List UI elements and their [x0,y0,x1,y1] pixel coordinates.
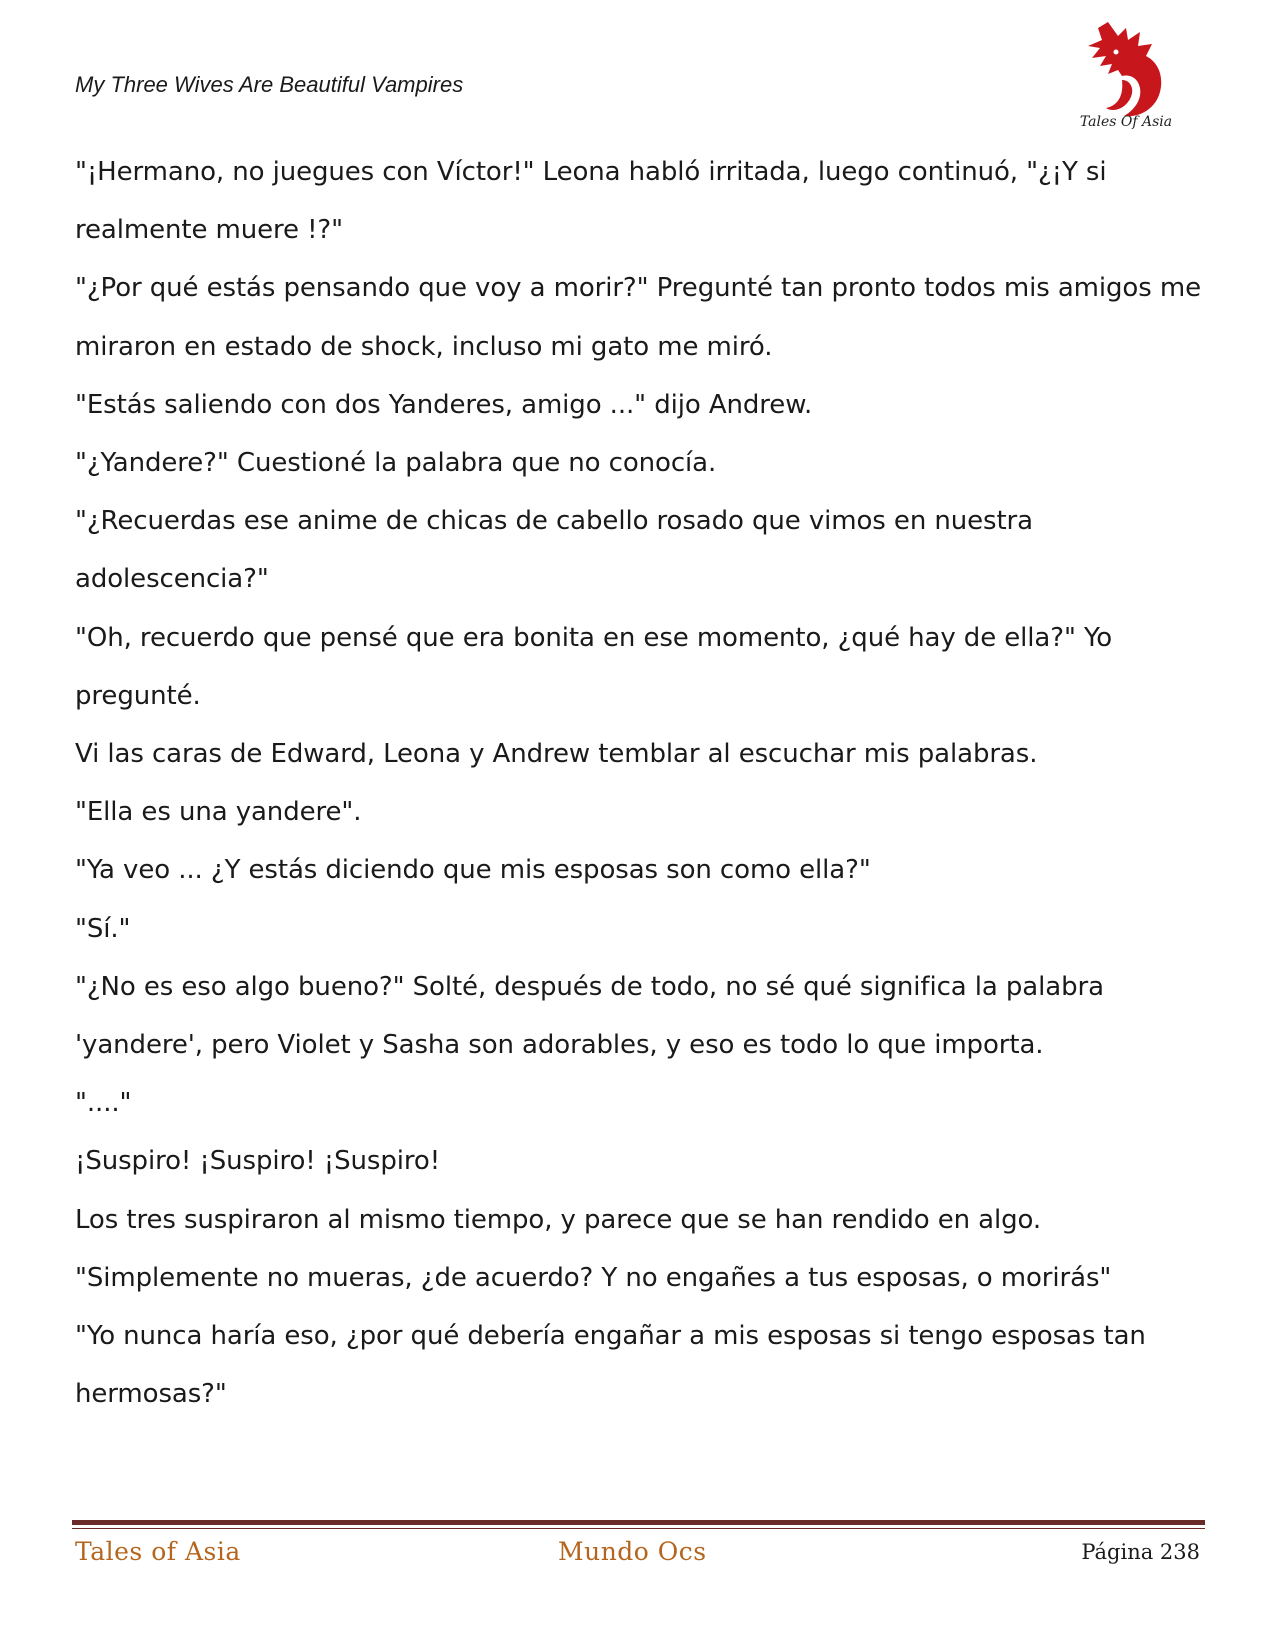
paragraph: "¿Por qué estás pensando que voy a morir?" Pregunté tan pronto todos mis amigos me miraron en estado de shock, incluso mi gato me miró. [75,273,1201,362]
paragraph: "¿No es eso algo bueno?" Solté, después de todo, no sé qué significa la palabra 'yandere', pero Violet y Sasha son adorables, y eso es todo lo que importa. [75,971,1104,1061]
footer-divider-thin [72,1528,1205,1529]
paragraph: Vi las caras de Edward, Leona y Andrew temblar al escuchar mis palabras. [75,739,1038,770]
paragraph: "Oh, recuerdo que pensé que era bonita en ese momento, ¿qué hay de ella?" Yo pregunté. [75,622,1113,711]
paragraph: "...." [75,1088,132,1119]
paragraph: "Yo nunca haría eso, ¿por qué debería engañar a mis esposas si tengo esposas tan hermosas?" [75,1321,1146,1410]
paragraph: "Sí." [75,913,131,944]
footer-translator: Mundo Ocs [558,1537,707,1566]
logo-text: Tales Of Asia [1079,114,1173,130]
paragraph: "Estás saliendo con dos Yanderes, amigo ..." dijo Andrew. [75,389,813,420]
footer-divider [72,1520,1205,1525]
book-title: My Three Wives Are Beautiful Vampires [75,72,464,97]
paragraph: ¡Suspiro! ¡Suspiro! ¡Suspiro! [75,1146,441,1177]
paragraph: "¡Hermano, no juegues con Víctor!" Leona habló irritada, luego continuó, "¿¡Y si realmente muere !?" [75,157,1107,246]
paragraph: "Ella es una yandere". [75,797,362,828]
paragraph: Los tres suspiraron al mismo tiempo, y parece que se han rendido en algo. [75,1204,1042,1235]
footer-publisher: Tales of Asia [75,1537,241,1566]
paragraph: "¿Recuerdas ese anime de chicas de cabello rosado que vimos en nuestra adolescencia?" [75,506,1033,595]
paragraph: "Simplemente no mueras, ¿de acuerdo? Y no engañes a tus esposas, o morirás" [75,1262,1112,1293]
paragraph: "¿Yandere?" Cuestioné la palabra que no conocía. [75,448,717,479]
chapter-body [75,143,1205,1423]
paragraph: "Ya veo ... ¿Y estás diciendo que mis esposas son como ella?" [75,855,871,886]
page-number: Página 238 [1081,1540,1200,1564]
